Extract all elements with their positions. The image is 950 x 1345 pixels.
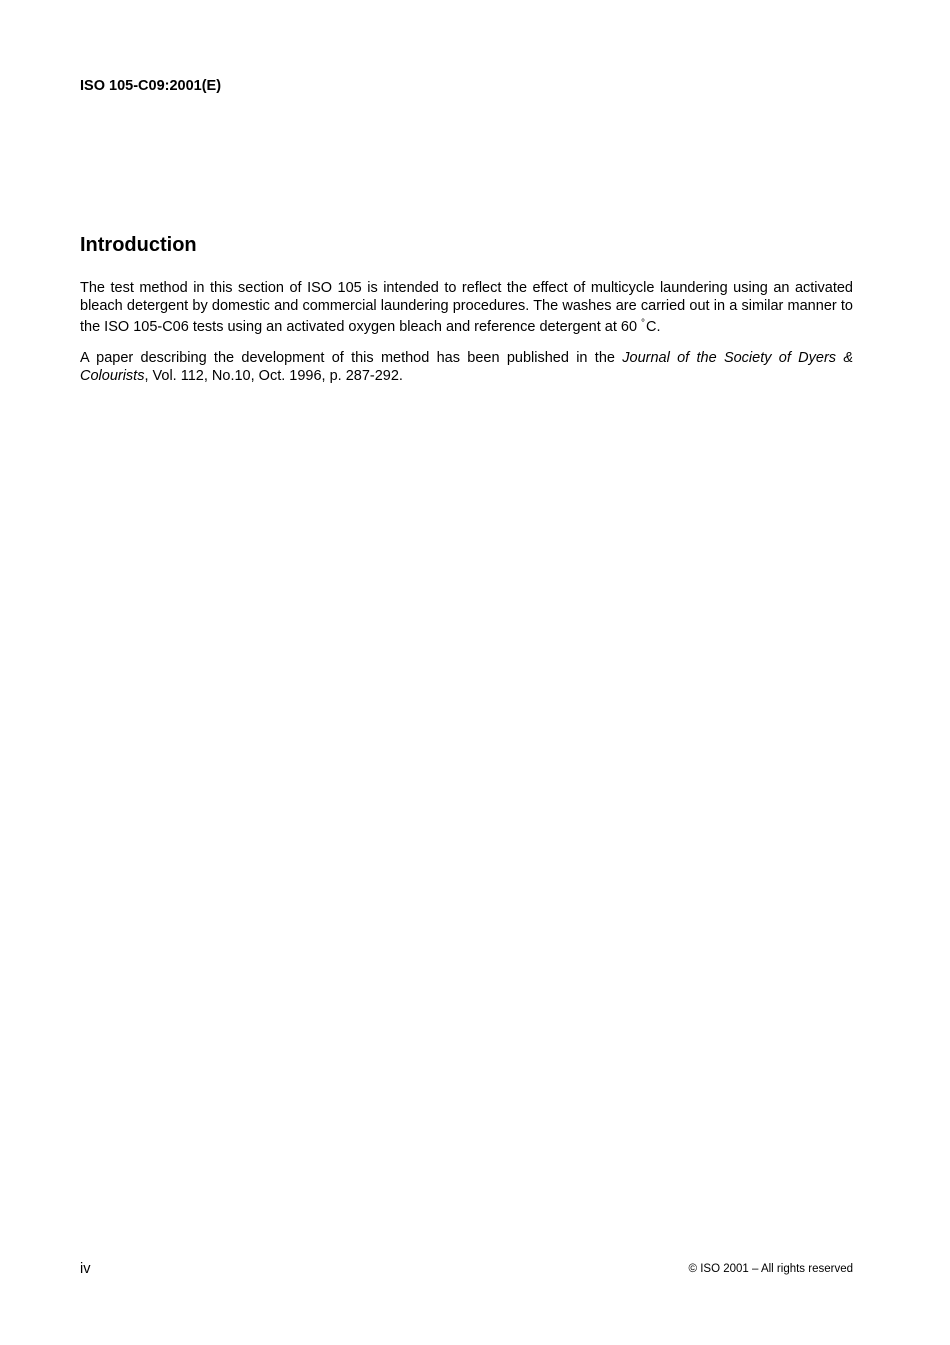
page-number: iv — [80, 1261, 91, 1277]
paragraph-1-unit: C. — [646, 319, 661, 335]
intro-paragraph-1 — [80, 279, 853, 336]
paragraph-1-text: The test method in this section of ISO 105 is intended to reflect the effect of multicycle laundering using an activated bleach detergent by domestic and commercial laundering procedures. The washes are carried out in a similar manner to the ISO 105-C06 tests using an activated oxygen bleach and reference detergent at 60 — [80, 280, 853, 335]
intro-paragraph-2 — [80, 349, 853, 385]
section-title: Introduction — [80, 234, 197, 256]
paragraph-2-citation: , Vol. 112, No.10, Oct. 1996, p. 287-292. — [144, 368, 403, 384]
copyright-notice: © ISO 2001 – All rights reserved — [688, 1263, 853, 1275]
paragraph-2-text: A paper describing the development of this method has been published in the — [80, 350, 623, 366]
journal-title: Journal of the Society of Dyers & Colourists — [80, 350, 853, 384]
degree-symbol: ° — [641, 318, 646, 329]
document-header-id: ISO 105-C09:2001(E) — [80, 78, 222, 94]
